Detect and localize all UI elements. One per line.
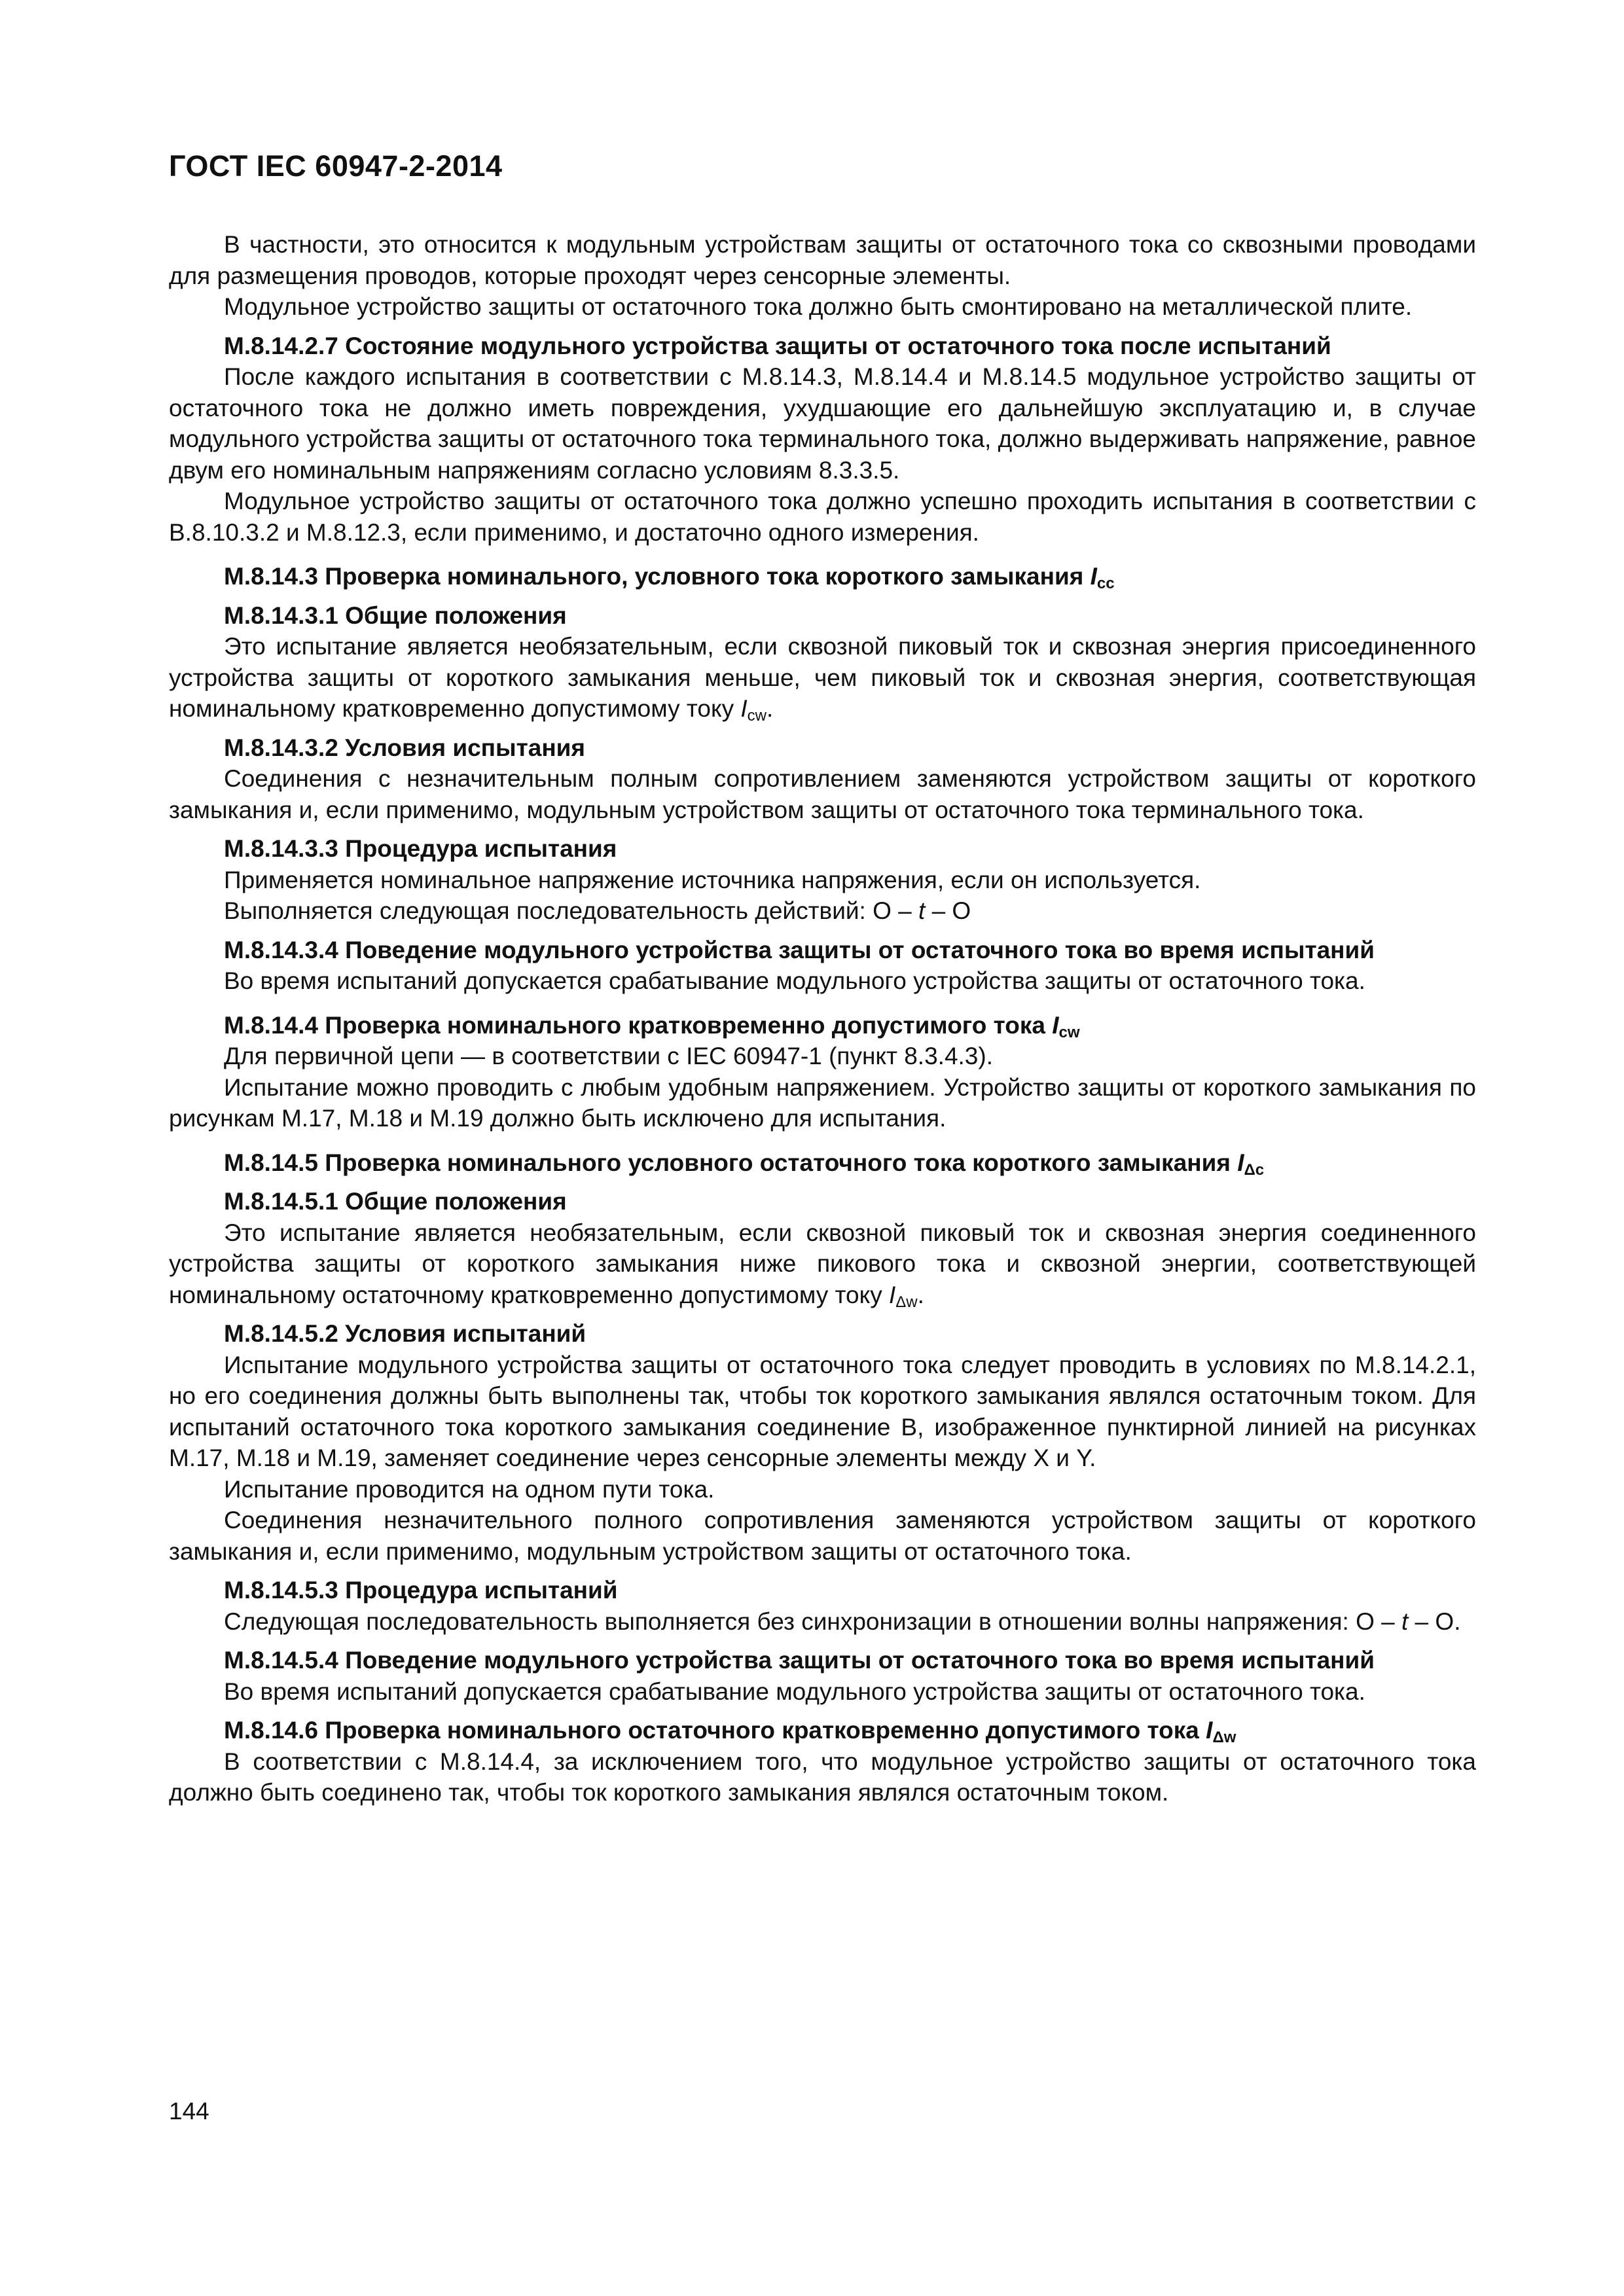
paragraph: Для первичной цепи — в соответствии с IEC 60947-1 (пункт 8.3.4.3). — [224, 1043, 993, 1069]
section-heading: M.8.14.3 Проверка номинального, условного тока короткого замыкания $I_{cc}$ — [224, 563, 1115, 592]
paragraph: Это испытание является необязательным, если сквозной пиковый ток и сквозная энергия присоединенного устройства защиты от короткого замыкания меньше, чем пиковый ток и сквозная энергия, соответствующая номинальному кратковременно допустимому току $I_{cw}$. — [169, 633, 1476, 725]
paragraph: Следующая последовательность выполняется без синхронизации в отношении волны напряжения: O – t – O. — [224, 1607, 1461, 1635]
page-number: 144 — [169, 2098, 209, 2125]
paragraph: Модульное устройство защиты от остаточного тока должно быть смонтировано на металлической плите. — [224, 293, 1413, 320]
paragraph: Соединения с незначительным полным сопротивлением заменяются устройством защиты от короткого замыкания и, если применимо, модульным устройством защиты от остаточного тока терминального тока. — [169, 765, 1476, 823]
section-heading: M.8.14.5.3 Процедура испытаний — [224, 1577, 618, 1604]
paragraph: В частности, это относится к модульным устройствам защиты от остаточного тока со сквозными проводами для размещения проводов, которые проходят через сенсорные элементы. — [169, 231, 1476, 289]
paragraph: Выполняется следующая последовательность действий: O – t – O — [224, 897, 971, 924]
paragraph: В соответствии с M.8.14.4, за исключением того, что модульное устройство защиты от остаточного тока должно быть соединено так, чтобы ток короткого замыкания являлся остаточным током. — [169, 1748, 1476, 1806]
section-heading: M.8.14.3.4 Поведение модульного устройства защиты от остаточного тока во время испытаний — [224, 936, 1375, 963]
section-heading: M.8.14.3.3 Процедура испытания — [224, 835, 617, 862]
section-heading: M.8.14.5 Проверка номинального условного остаточного тока короткого замыкания $I_{\Delta c}$ — [224, 1149, 1265, 1179]
section-heading: M.8.14.2.7 Состояние модульного устройства защиты от остаточного тока после испытаний — [224, 332, 1331, 359]
section-heading: M.8.14.5.4 Поведение модульного устройства защиты от остаточного тока во время испытаний — [224, 1647, 1375, 1674]
paragraph: Во время испытаний допускается срабатывание модульного устройства защиты от остаточного тока. — [224, 1677, 1365, 1705]
paragraph: Соединения незначительного полного сопротивления заменяются устройством защиты от короткого замыкания и, если применимо, модульным устройством защиты от остаточного тока. — [169, 1507, 1476, 1565]
section-heading: M.8.14.6 Проверка номинального остаточного кратковременно допустимого тока $I_{\Delta w}$ — [224, 1717, 1236, 1746]
document-body — [169, 229, 1476, 1808]
document-header: ГОСТ IEC 60947-2-2014 — [169, 149, 503, 183]
paragraph: Во время испытаний допускается срабатывание модульного устройства защиты от остаточного тока. — [224, 967, 1365, 994]
section-heading: M.8.14.5.2 Условия испытаний — [224, 1320, 586, 1347]
section-heading: M.8.14.4 Проверка номинального кратковременно допустимого тока $I_{cw}$ — [224, 1011, 1080, 1041]
paragraph: Это испытание является необязательным, если сквозной пиковый ток и сквозная энергия соединенного устройства защиты от короткого замыкания ниже пикового тока и сквозной энергии, соответствующей номинальному остаточному кратковременно допустимому току $I_{\Delta w}$. — [169, 1219, 1476, 1311]
paragraph: Модульное устройство защиты от остаточного тока должно успешно проходить испытания в соответствии с B.8.10.3.2 и M.8.12.3, если применимо, и достаточно одного измерения. — [169, 488, 1476, 546]
paragraph: Испытание можно проводить с любым удобным напряжением. Устройство защиты от короткого замыкания по рисункам M.17, M.18 и M.19 должно быть исключено для испытания. — [169, 1073, 1476, 1132]
paragraph: После каждого испытания в соответствии с M.8.14.3, M.8.14.4 и M.8.14.5 модульное устройство защиты от остаточного тока не должно иметь повреждения, ухудшающие его дальнейшую эксплуатацию и, в случае модульного устройства защиты от остаточного тока терминального тока, должно выдерживать напряжение, равное двум его номинальным напряжениям согласно условиям 8.3.3.5. — [169, 363, 1476, 484]
paragraph: Испытание проводится на одном пути тока. — [224, 1475, 715, 1503]
paragraph: Испытание модульного устройства защиты от остаточного тока следует проводить в условиях по M.8.14.2.1, но его соединения должны быть выполнены так, чтобы ток короткого замыкания являлся остаточным током. Для испытаний остаточного тока короткого замыкания соединение B, изображенное пунктирной линией на рисунках M.17, M.18 и M.19, заменяет соединение через сенсорные элементы между X и Y. — [169, 1351, 1476, 1471]
section-heading: M.8.14.3.1 Общие положения — [224, 601, 567, 629]
section-heading: M.8.14.5.1 Общие положения — [224, 1188, 567, 1215]
section-heading: M.8.14.3.2 Условия испытания — [224, 734, 586, 761]
paragraph: Применяется номинальное напряжение источника напряжения, если он используется. — [224, 866, 1201, 893]
